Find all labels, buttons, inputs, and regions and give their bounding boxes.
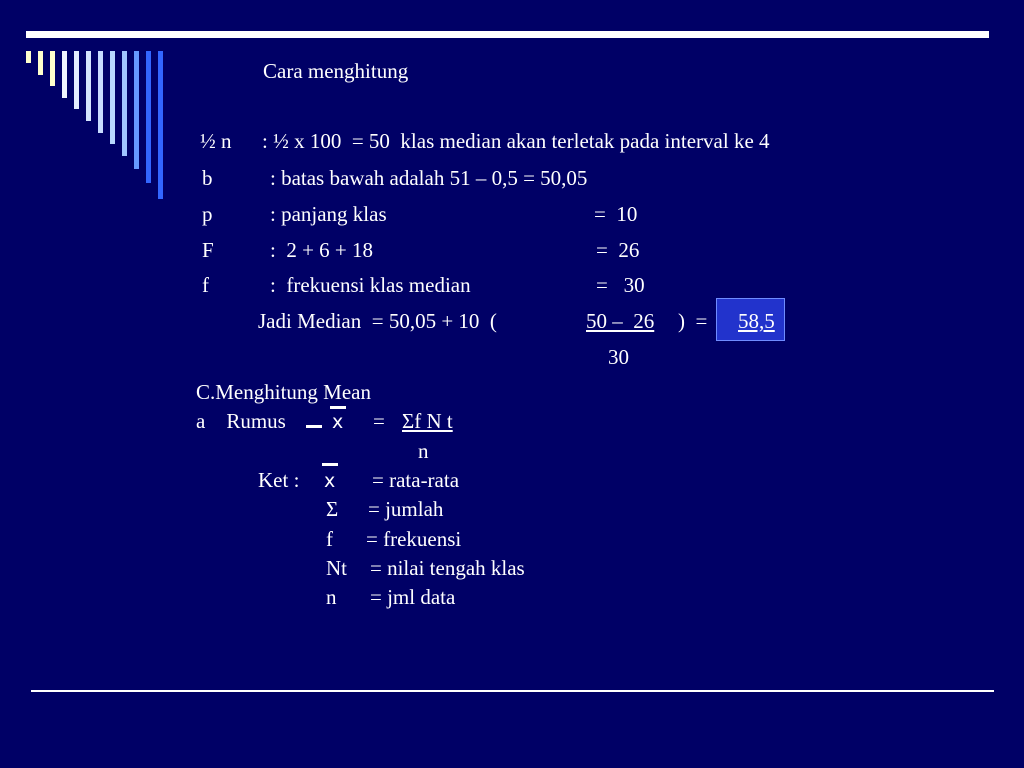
mean-title: C.Menghitung Mean — [196, 380, 371, 404]
line-F-value: = 26 — [596, 238, 640, 262]
ket-label: Ket : — [258, 468, 300, 492]
line-b-text: : batas bawah adalah 51 – 0,5 = 50,05 — [270, 166, 588, 190]
ket-f-symbol: f — [326, 527, 333, 551]
stripe — [134, 51, 139, 169]
median-close: ) = — [678, 309, 708, 333]
stripe — [26, 51, 31, 63]
mean-equals: = — [373, 409, 385, 433]
x-bar-overline — [330, 406, 346, 409]
stripe — [146, 51, 151, 183]
mean-x-symbol: x — [332, 411, 344, 433]
line-p-text: : panjang klas — [270, 202, 387, 226]
stripe — [110, 51, 115, 144]
ket-sigma-symbol: Σ — [326, 497, 339, 521]
median-result: 58,5 — [738, 309, 775, 333]
median-numerator: 50 – 26 — [586, 309, 655, 333]
ket-sigma-desc: = jumlah — [368, 497, 444, 521]
median-prefix: Jadi Median = 50,05 + 10 ( — [258, 309, 497, 333]
ket-x-desc: = rata-rata — [372, 468, 460, 492]
stripe — [98, 51, 103, 133]
ket-n-symbol: n — [326, 585, 337, 609]
line-F-label: F — [202, 238, 214, 262]
stripe — [86, 51, 91, 121]
line-f-text: : frekuensi klas median — [270, 273, 471, 297]
line-f-value: = 30 — [596, 273, 645, 297]
line-p-label: p — [202, 202, 213, 226]
ket-x-symbol: x — [324, 470, 336, 492]
stripe — [158, 51, 163, 199]
ket-nt-symbol: Nt — [326, 556, 347, 580]
mean-numerator: Σf N t — [402, 409, 453, 433]
median-denominator: 30 — [608, 345, 629, 369]
ket-f-desc: = frekuensi — [366, 527, 462, 551]
line-half-n-text: : ½ x 100 = 50 klas median akan terletak pada interval ke 4 — [262, 129, 770, 153]
stripe — [62, 51, 67, 98]
top-rule — [26, 31, 989, 38]
stripe — [74, 51, 79, 109]
line-f-label: f — [202, 273, 209, 297]
ket-nt-desc: = nilai tengah klas — [370, 556, 525, 580]
stripe — [50, 51, 55, 86]
line-b-label: b — [202, 166, 213, 190]
stripe — [122, 51, 127, 156]
ket-n-desc: = jml data — [370, 585, 456, 609]
heading: Cara menghitung — [263, 59, 409, 83]
line-p-value: = 10 — [594, 202, 638, 226]
ket-x-bar-overline — [322, 463, 338, 466]
bottom-rule — [31, 690, 994, 692]
mean-rumus-label: a Rumus — [196, 409, 286, 433]
mean-denominator: n — [418, 439, 429, 463]
line-F-text: : 2 + 6 + 18 — [270, 238, 374, 262]
stripe — [38, 51, 43, 75]
mean-rumus-dash — [306, 425, 322, 428]
line-half-n-label: ½ n — [200, 129, 232, 153]
